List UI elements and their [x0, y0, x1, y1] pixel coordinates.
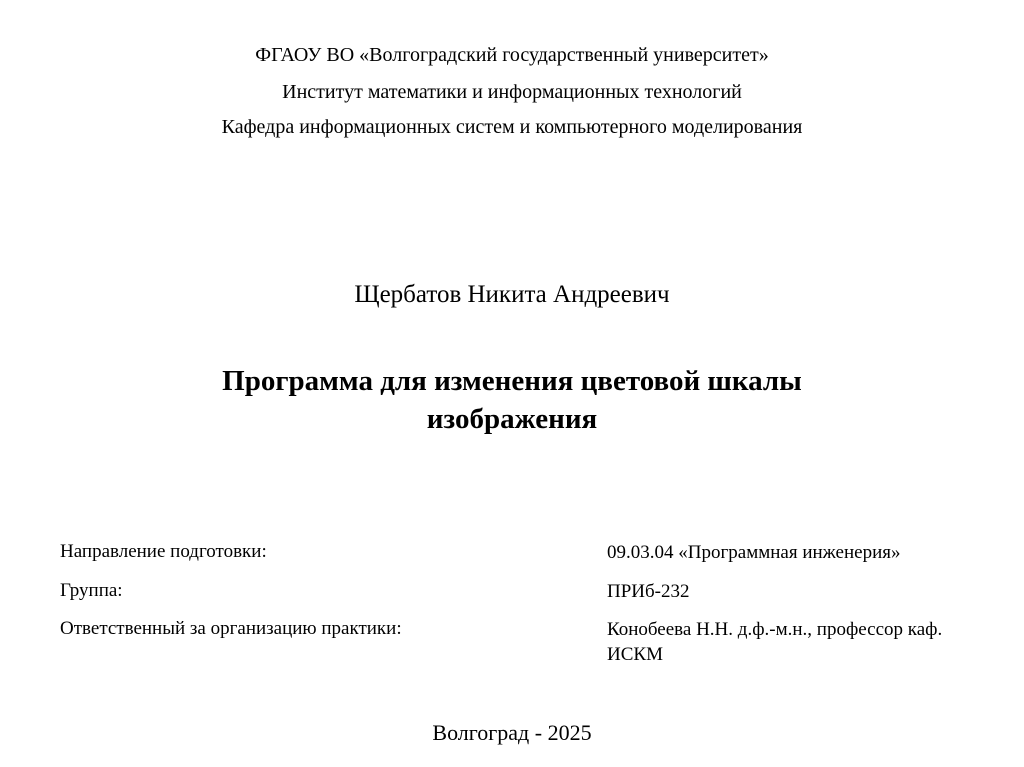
department-name: Кафедра информационных систем и компьютерного моделирования: [221, 116, 803, 138]
institute-name: Институт математики и информационных технологий: [282, 81, 742, 103]
direction-label: Направление подготовки:: [60, 541, 267, 562]
group-value: ПРИб-232: [607, 581, 690, 602]
university-name: ФГАОУ ВО «Волгоградский государственный университет»: [255, 44, 769, 66]
city-year: Волгоград - 2025: [432, 720, 592, 745]
group-label: Группа:: [60, 580, 123, 601]
title-line-2: изображения: [426, 403, 598, 435]
document-title: [0, 362, 1024, 438]
title-line-1: Программа для изменения цветовой шкалы: [222, 365, 802, 397]
supervisor-label: Ответственный за организацию практики:: [60, 618, 402, 639]
supervisor-value: Конобеева Н.Н. д.ф.-м.н., профессор каф. ИСКМ: [607, 619, 943, 665]
author-name: Щербатов Никита Андреевич: [354, 281, 670, 308]
direction-value: 09.03.04 «Программная инженерия»: [607, 542, 901, 563]
